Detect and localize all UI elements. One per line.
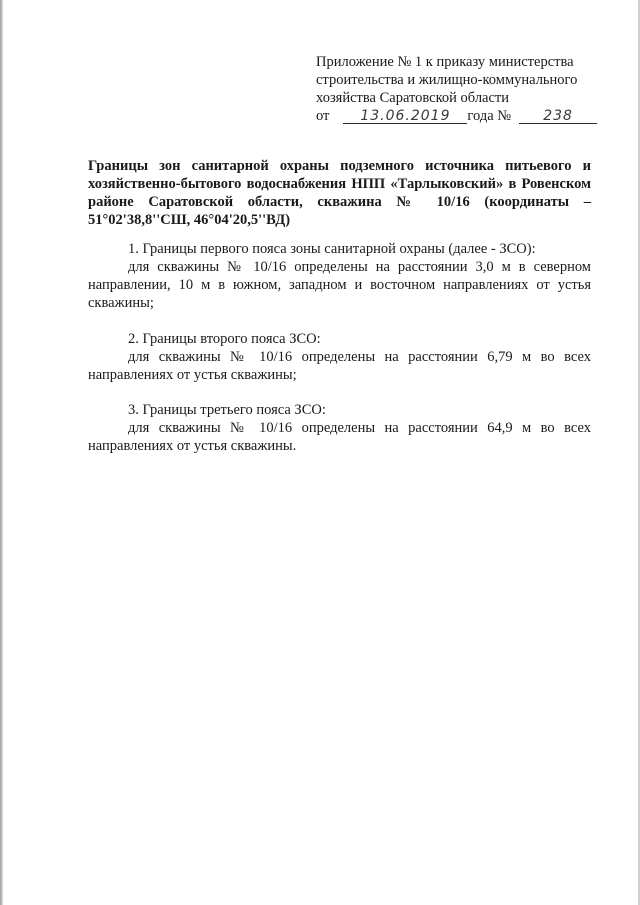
- header-line-1: Приложение № 1 к приказу министерства: [316, 54, 574, 70]
- section-third-belt: [88, 401, 591, 455]
- header-line-2: строительства и жилищно-коммунального: [316, 72, 578, 88]
- date-number-line: [316, 107, 606, 125]
- handwritten-number: 238: [519, 107, 597, 124]
- section-heading: 2. Границы второго пояса ЗСО:: [128, 331, 321, 347]
- section-body: для скважины № 10/16 определены на расстоянии 3,0 м в северном направлении, 10 м в южном, западном и восточном направлениях от устья скважины;: [88, 259, 591, 311]
- document-title: Границы зон санитарной охраны подземного источника питьевого и хозяйственно-бытового водоснабжения НПП «Тарлыковский» в Ровенском районе Саратовской области, скважина № 10/16 (координаты – 51°02'38,8''СШ, 46°04'20,5''ВД): [88, 158, 591, 228]
- date-prefix: от: [316, 108, 330, 124]
- handwritten-date: 13.06.2019: [343, 107, 467, 124]
- appendix-header: [316, 53, 606, 125]
- header-line-3: хозяйства Саратовской области: [316, 90, 510, 106]
- section-heading: 1. Границы первого пояса зоны санитарной охраны (далее - ЗСО):: [128, 241, 536, 257]
- section-body: для скважины № 10/16 определены на расстоянии 6,79 м во всех направлениях от устья скважины;: [88, 349, 591, 383]
- section-heading: 3. Границы третьего пояса ЗСО:: [128, 402, 326, 418]
- section-second-belt: [88, 330, 591, 384]
- section-first-belt: [88, 240, 591, 312]
- number-label: года №: [467, 108, 512, 124]
- section-body: для скважины № 10/16 определены на расстоянии 64,9 м во всех направлениях от устья скважины.: [88, 420, 591, 454]
- scan-edge-left: [0, 0, 3, 905]
